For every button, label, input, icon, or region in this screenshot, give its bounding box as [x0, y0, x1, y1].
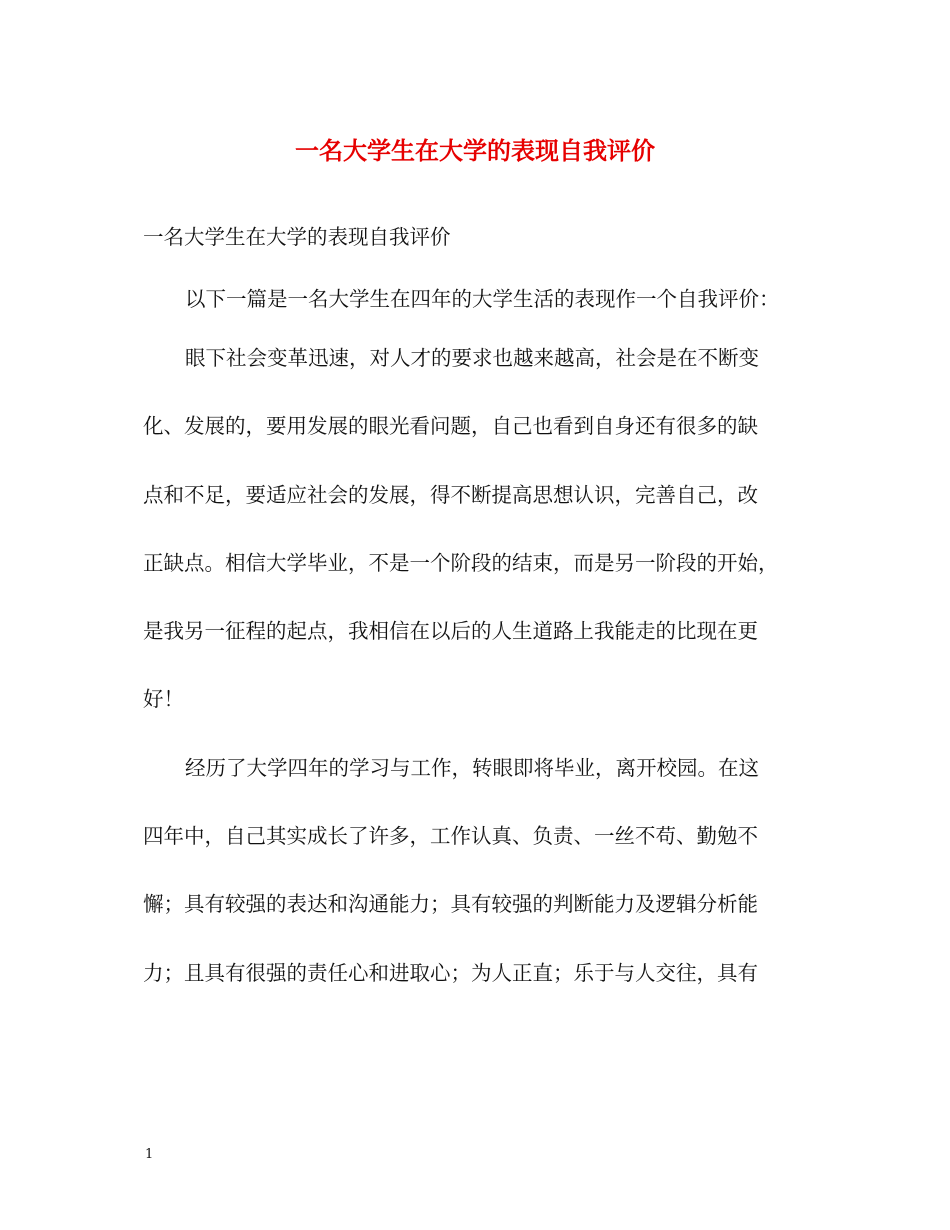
- paragraph1-line-6: 好！: [143, 687, 184, 711]
- paragraph2-line-2: 四年中，自己其实成长了许多，工作认真、负责、一丝不苟、勤勉不: [143, 824, 758, 848]
- page-title: 一名大学生在大学的表现自我评价: [295, 136, 655, 165]
- paragraph2-line-1: 经历了大学四年的学习与工作，转眼即将毕业，离开校园。在这: [185, 756, 759, 780]
- paragraph1-line-1: 眼下社会变革迅速，对人才的要求也越来越高，社会是在不断变: [185, 346, 759, 370]
- paragraph2-line-3: 懈；具有较强的表达和沟通能力；具有较强的判断能力及逻辑分析能: [143, 892, 758, 916]
- document-subtitle: 一名大学生在大学的表现自我评价: [143, 225, 451, 249]
- paragraph1-line-2: 化、发展的，要用发展的眼光看问题，自己也看到自身还有很多的缺: [143, 414, 758, 438]
- paragraph1-line-3: 点和不足，要适应社会的发展，得不断提高思想认识，完善自己，改: [143, 483, 758, 507]
- intro-line: 以下一篇是一名大学生在四年的大学生活的表现作一个自我评价：: [185, 287, 780, 311]
- paragraph1-line-5: 是我另一征程的起点，我相信在以后的人生道路上我能走的比现在更: [143, 619, 758, 643]
- page-number: 1: [145, 1147, 154, 1162]
- paragraph2-line-4: 力；且具有很强的责任心和进取心；为人正直；乐于与人交往，具有: [143, 961, 758, 985]
- paragraph1-line-4: 正缺点。相信大学毕业，不是一个阶段的结束，而是另一阶段的开始，: [143, 551, 779, 575]
